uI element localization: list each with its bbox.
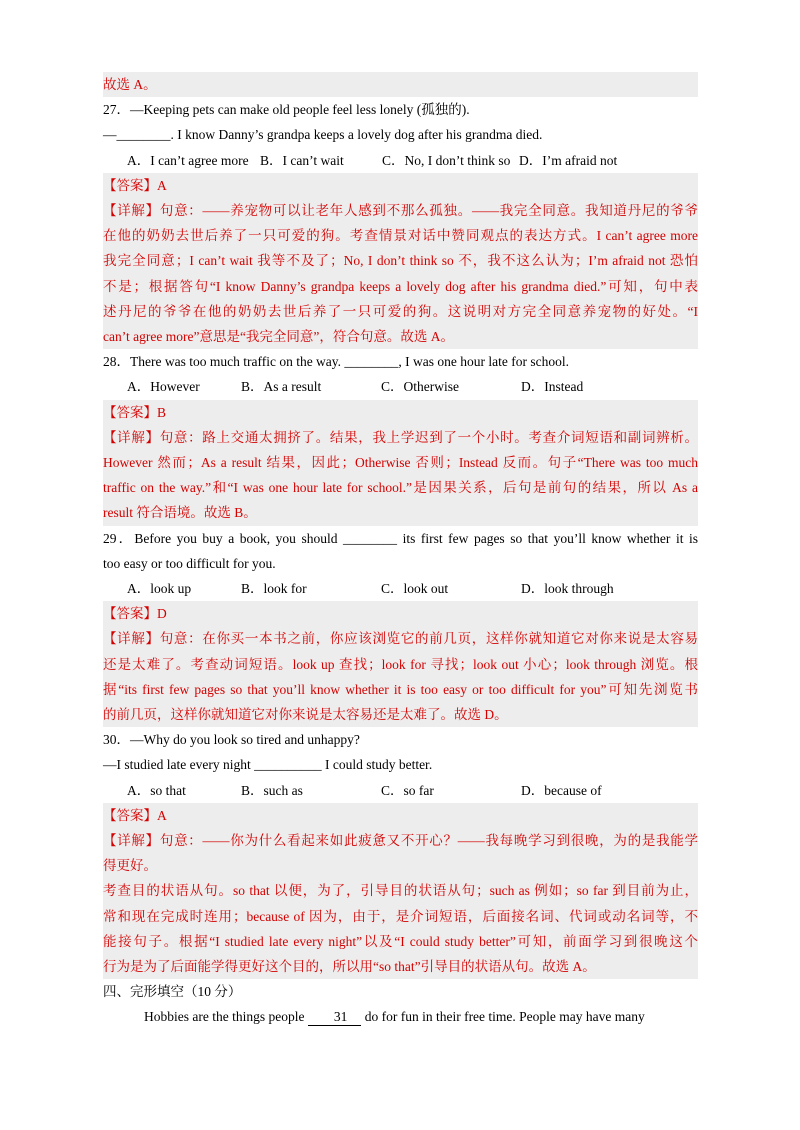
explanation-27-line-3: 我完全同意；I can’t wait 我等不及了；No, I don’t think so 不，我不这么认为；I’m afraid not 恐怕 — [103, 253, 698, 269]
cloze-text-after: do for fun in their free time. People may have many — [364, 1009, 645, 1025]
cloze-paragraph — [103, 1004, 698, 1029]
option-d: D．I’m afraid not — [519, 152, 618, 168]
question-30-stem: 30．—Why do you look so tired and unhappy? — [103, 732, 360, 748]
explanation-28-line-2: However 然而；As a result 结果，因此；Otherwise 否则；Instead 反而。句子“There was too much — [103, 455, 698, 471]
explanation-30-line-6: 行为是为了后面能学得更好这个目的，所以用“so that”引导目的状语从句。故选 A。 — [103, 959, 596, 975]
question-30-reply: —I studied late every night __________ I could study better. — [103, 757, 433, 773]
option-a: A．I can’t agree more — [127, 152, 249, 168]
explanation-29-line-2: 还是太难了。考查动词短语。look up 查找；look for 寻找；look out 小心；look through 浏览。根 — [103, 656, 698, 672]
explanation-30-line-1: 【详解】句意：——你为什么看起来如此疲惫又不开心？——我每晚学习到很晚，为的是我能学 — [103, 833, 698, 849]
question-28 — [103, 349, 698, 525]
previous-explanation-box — [103, 72, 698, 97]
option-a: A．However — [127, 379, 200, 395]
cloze-text-before: Hobbies are the things people — [144, 1009, 305, 1025]
option-a: A．so that — [127, 782, 186, 798]
option-b: B．such as — [241, 782, 303, 798]
explanation-27-line-1: 【详解】句意：——养宠物可以让老年人感到不那么孤独。——我完全同意。我知道丹尼的爷爷 — [103, 203, 698, 218]
option-d: D．because of — [521, 782, 602, 798]
answer-27: 【答案】A — [103, 177, 167, 193]
explanation-29-line-3: 据“its first few pages so that you’ll know whether it is too easy or too difficult for you”可知先浏览书 — [103, 681, 698, 697]
option-a: A．look up — [127, 581, 192, 597]
answer-box-27 — [103, 173, 698, 349]
explanation-29-line-4: 的前几页，这样你就知道它对你来说是太容易还是太难了。故选 D。 — [103, 707, 508, 723]
explanation-28-line-1: 【详解】句意：路上交通太拥挤了。结果，我上学迟到了一个小时。考查介词短语和副词辨析。 — [103, 429, 698, 445]
option-b: B．I can’t wait — [260, 152, 344, 168]
question-29-stem: 29．Before you buy a book, you should ________ its first few pages so that you’ll know whether it is — [103, 530, 698, 546]
option-d: D．look through — [521, 581, 614, 597]
explanation-28-line-4: result 符合语境。故选 B。 — [103, 505, 257, 521]
question-28-stem: 28．There was too much traffic on the way. ________, I was one hour late for school. — [103, 354, 570, 370]
answer-30: 【答案】A — [103, 807, 167, 823]
question-29-options — [103, 576, 698, 601]
explanation-27-line-5: 述丹尼的爷爷在他的奶奶去世后养了一只可爱的狗。这说明对方完全同意养宠物的好处。“I — [103, 303, 698, 319]
section-title: 四、完形填空（10 分） — [103, 984, 242, 1000]
question-27-reply: —________. I know Danny’s grandpa keeps a lovely dog after his grandma died. — [103, 127, 543, 143]
option-d: D．Instead — [521, 379, 584, 395]
explanation-27-line-6: can’t agree more”意思是“我完全同意”，符合句意。故选 A。 — [103, 329, 455, 345]
answer-29: 【答案】D — [103, 606, 167, 622]
explanation-30-line-2: 得更好。 — [103, 858, 157, 874]
option-c: C．Otherwise — [381, 379, 459, 395]
option-b: B．As a result — [241, 379, 322, 395]
explanation-27-line-2: 在他的奶奶去世后养了一只可爱的狗。考查情景对话中赞同观点的表达方式。I can’t agree more — [103, 228, 698, 244]
option-c: C．so far — [381, 782, 434, 798]
document-content — [103, 72, 698, 1030]
explanation-30-line-3: 考查目的状语从句。so that 以便，为了，引导目的状语从句；such as 例如；so far 到目前为止， — [103, 883, 698, 899]
question-30-options — [103, 778, 698, 803]
explanation-29-line-1: 【详解】句意：在你买一本书之前，你应该浏览它的前几页，这样你就知道它对你来说是太容易 — [103, 631, 698, 647]
option-c: C．look out — [381, 581, 449, 597]
question-27-stem: 27．—Keeping pets can make old people feel less lonely (孤独的). — [103, 102, 470, 118]
question-29-stem-cont: too easy or too difficult for you. — [103, 555, 276, 571]
explanation-30-line-5: 能接句子。根据“I studied late every night”以及“I could study better”可知，前面学习到很晚这个 — [103, 933, 698, 949]
question-27-options — [103, 148, 698, 173]
explanation-28-line-3: traffic on the way.”和“I was one hour late for school.”是因果关系，后句是前句的结果，所以 As a — [103, 480, 698, 496]
question-30 — [103, 727, 698, 979]
question-29 — [103, 526, 698, 728]
question-28-options — [103, 374, 698, 399]
answer-box-28 — [103, 400, 698, 526]
answer-box-30 — [103, 803, 698, 979]
previous-explanation-line: 故选 A。 — [103, 77, 157, 92]
option-c: C．No, I don’t think so — [382, 152, 511, 168]
cloze-blank-31[interactable]: 31 — [308, 1009, 362, 1026]
explanation-27-line-4: 不是；根据答句“I know Danny’s grandpa keeps a lovely dog after his grandma died.”可知，句中表 — [103, 278, 698, 294]
explanation-30-line-4: 常和现在完成时连用；because of 因为，由于，是介词短语，后面接名词、代词或动名词等，不 — [103, 908, 698, 924]
question-27 — [103, 97, 698, 349]
answer-28: 【答案】B — [103, 404, 167, 420]
answer-box-29 — [103, 601, 698, 727]
option-b: B．look for — [241, 581, 307, 597]
